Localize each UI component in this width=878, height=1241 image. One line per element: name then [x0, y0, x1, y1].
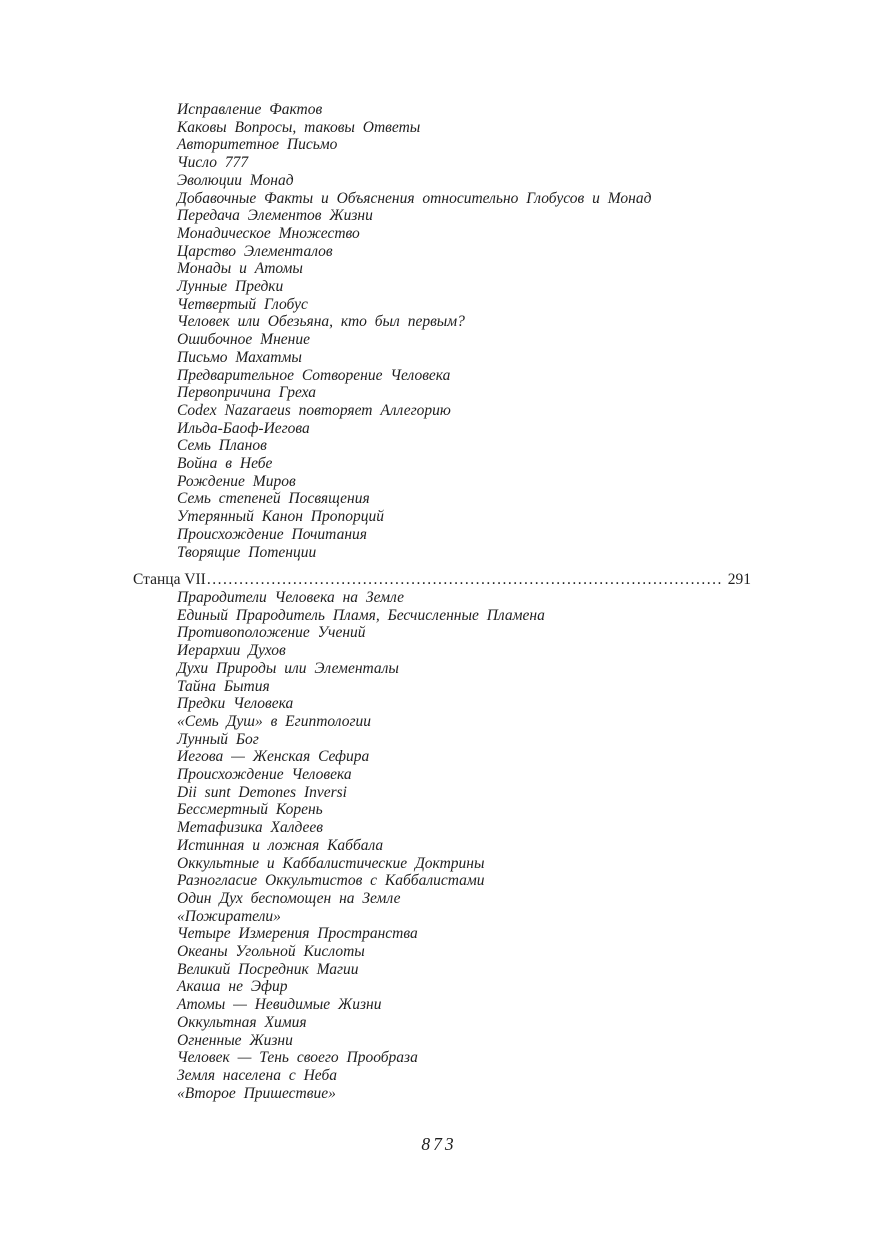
toc-entry: Добавочные Факты и Объяснения относительно Глобусов и Монад — [177, 189, 652, 207]
toc-entry: «Семь Душ» в Египтологии — [177, 712, 371, 730]
toc-entry: Великий Посредник Магии — [177, 960, 359, 978]
toc-entry: Рождение Миров — [177, 472, 296, 490]
toc-entry: Каковы Вопросы, таковы Ответы — [177, 118, 421, 136]
toc-entry: Передача Элементов Жизни — [177, 207, 373, 225]
toc-entry: Огненные Жизни — [177, 1031, 293, 1049]
section-title: Станца VII — [133, 571, 206, 589]
toc-entry: Письмо Махатмы — [177, 348, 302, 366]
toc-entry: Ильда-Баоф-Иегова — [177, 419, 310, 437]
toc-entry: Иерархии Духов — [177, 642, 286, 660]
toc-entry: Dii sunt Demones Inversi — [177, 783, 347, 801]
toc-entry: Лунные Предки — [177, 278, 284, 296]
toc-entry: «Пожиратели» — [177, 907, 281, 925]
toc-entry: Оккультная Химия — [177, 1013, 307, 1031]
toc-entry: Монады и Атомы — [177, 260, 303, 278]
toc-entry: Бессмертный Корень — [177, 801, 323, 819]
toc-entry: Акаша не Эфир — [177, 978, 288, 996]
toc-entry: Царство Элементалов — [177, 242, 333, 260]
toc-entry: Авторитетное Письмо — [177, 136, 338, 154]
toc-section-heading — [133, 571, 751, 589]
toc-entry: Семь степеней Посвящения — [177, 490, 370, 508]
toc-entry: Происхождение Человека — [177, 766, 352, 784]
toc-entry: Четыре Измерения Пространства — [177, 925, 418, 943]
table-of-contents — [133, 101, 751, 1102]
toc-entry: Codex Nazaraeus повторяет Аллегорию — [177, 401, 451, 419]
dot-leader — [207, 571, 723, 589]
toc-entry: Происхождение Почитания — [177, 525, 367, 543]
toc-entry: Число 777 — [177, 154, 249, 172]
toc-entry: Метафизика Халдеев — [177, 819, 324, 837]
toc-entry: Оккультные и Каббалистические Доктрины — [177, 854, 485, 872]
toc-entry-list — [177, 589, 751, 1102]
toc-entry: Предварительное Сотворение Человека — [177, 366, 451, 384]
toc-entry: Творящие Потенции — [177, 543, 317, 561]
toc-entry: Четвертый Глобус — [177, 295, 308, 313]
toc-entry: Духи Природы или Элементалы — [177, 659, 399, 677]
toc-entry: Иегова — Женская Сефира — [177, 748, 370, 766]
toc-entry: Семь Планов — [177, 437, 267, 455]
toc-entry-list — [177, 101, 751, 561]
toc-entry: Единый Прародитель Пламя, Бесчисленные Пламена — [177, 606, 545, 624]
toc-entry: Человек — Тень своего Прообраза — [177, 1049, 418, 1067]
toc-entry: Атомы — Невидимые Жизни — [177, 996, 382, 1014]
toc-entry: Монадическое Множество — [177, 224, 360, 242]
toc-entry: Предки Человека — [177, 695, 294, 713]
toc-entry: Первопричина Греха — [177, 384, 317, 402]
page-footer — [0, 1134, 878, 1155]
toc-entry: Разногласие Оккультистов с Каббалистами — [177, 872, 485, 890]
toc-entry: Лунный Бог — [177, 730, 259, 748]
toc-entry: Земля населена с Неба — [177, 1066, 338, 1084]
toc-entry: Ошибочное Мнение — [177, 331, 310, 349]
toc-entry: Прародители Человека на Земле — [177, 588, 405, 606]
toc-entry: «Второе Пришествие» — [177, 1084, 336, 1102]
toc-entry: Противоположение Учений — [177, 624, 366, 642]
toc-entry: Человек или Обезьяна, кто был первым? — [177, 313, 465, 331]
page-number: 873 — [421, 1134, 457, 1154]
toc-entry: Война в Небе — [177, 455, 273, 473]
toc-entry: Тайна Бытия — [177, 677, 270, 695]
toc-entry: Океаны Угольной Кислоты — [177, 943, 365, 961]
toc-entry: Один Дух беспомощен на Земле — [177, 889, 401, 907]
section-page-ref: 291 — [727, 571, 751, 589]
toc-entry: Эволюции Монад — [177, 171, 294, 189]
toc-entry: Истинная и ложная Каббала — [177, 836, 384, 854]
toc-entry: Исправление Фактов — [177, 101, 323, 118]
toc-entry: Утерянный Канон Пропорций — [177, 508, 384, 526]
